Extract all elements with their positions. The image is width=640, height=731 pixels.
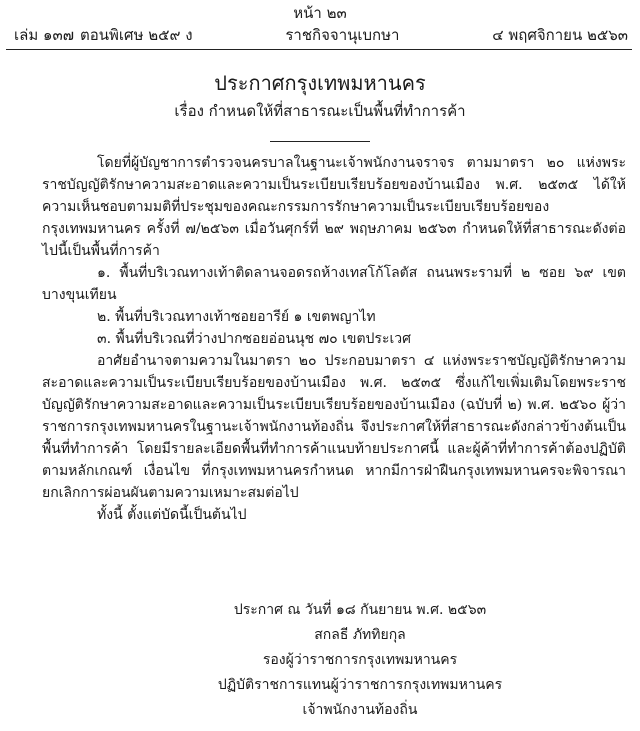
announcement-title: ประกาศกรุงเทพมหานคร	[214, 71, 426, 95]
intro-paragraph: โดยที่ผู้บัญชาการตำรวจนครบาลในฐานะเจ้าพนักงานจราจร ตามมาตรา ๒๐ แห่งพระราชบัญญัติรักษาความสะอาดและความเป็นระเบียบเรียบร้อยของบ้านเมือง พ.ศ. ๒๕๓๕ ได้ให้ความเห็นชอบตามมติที่ประชุมของคณะกรรมการรักษาความเป็นระเบียบเรียบร้อยของกรุงเทพมหานคร ครั้งที่ ๗/๒๕๖๓ เมื่อวันศุกร์ที่ ๒๙ พฤษภาคม ๒๕๖๓ กำหนดให้ที่สาธารณะดังต่อไปนี้เป็นพื้นที่การค้า	[42, 155, 626, 259]
signatory-position: รองผู้ว่าราชการกรุงเทพมหานคร	[262, 652, 458, 668]
gazette-name: ราชกิจจานุเบกษา	[285, 26, 400, 44]
signatory-acting-position: ปฏิบัติราชการแทนผู้ว่าราชการกรุงเทพมหานคร	[217, 677, 503, 693]
header-divider	[6, 49, 632, 50]
list-item-2: ๒. พื้นที่บริเวณทางเท้าซอยอารีย์ ๑ เขตพญาไท	[97, 309, 376, 325]
signature-block	[210, 598, 510, 723]
announcement-body	[42, 152, 626, 526]
signatory-name: สกลธี ภัททิยกุล	[314, 627, 406, 643]
announcement-subject: เรื่อง กำหนดให้ที่สาธารณะเป็นพื้นที่ทำการค้า	[174, 102, 466, 120]
gazette-issue-info	[14, 24, 193, 46]
announcement-date: ประกาศ ณ วันที่ ๑๘ กันยายน พ.ศ. ๒๕๖๓	[233, 602, 487, 618]
subject-divider	[270, 141, 370, 142]
effective-paragraph: ทั้งนี้ ตั้งแต่บัดนี้เป็นต้นไป	[97, 507, 247, 523]
gazette-date: ๔ พฤศจิกายน ๒๕๖๓	[492, 26, 628, 44]
section-label: ตอนพิเศษ ๒๕๙ ง	[80, 26, 193, 44]
list-item-3: ๓. พื้นที่บริเวณที่ว่างปากซอยอ่อนนุช ๗๐ เขตประเวศ	[97, 331, 412, 347]
gazette-header	[14, 24, 628, 46]
volume-label: เล่ม ๑๓๗	[14, 26, 75, 44]
page-number: หน้า ๒๓	[293, 4, 347, 22]
authority-paragraph: อาศัยอำนาจตามความในมาตรา ๒๐ ประกอบมาตรา ๔ แห่งพระราชบัญญัติรักษาความสะอาดและความเป็นระเบียบเรียบร้อยของบ้านเมือง พ.ศ. ๒๕๓๕ ซึ่งแก้ไขเพิ่มเติมโดยพระราชบัญญัติรักษาความสะอาดและความเป็นระเบียบเรียบร้อยของบ้านเมือง (ฉบับที่ ๒) พ.ศ. ๒๕๖๐ ผู้ว่าราชการกรุงเทพมหานครในฐานะเจ้าพนักงานท้องถิ่น จึงประกาศให้ที่สาธารณะดังกล่าวข้างต้นเป็นพื้นที่ทำการค้า โดยมีรายละเอียดพื้นที่ทำการค้าแนบท้ายประกาศนี้ และผู้ค้าที่ทำการค้าต้องปฏิบัติตามหลักเกณฑ์ เงื่อนไข ที่กรุงเทพมหานครกำหนด หากมีการฝ่าฝืนกรุงเทพมหานครจะพิจารณายกเลิกการผ่อนผันตามความเหมาะสมต่อไป	[42, 353, 626, 501]
list-item-1: ๑. พื้นที่บริเวณทางเท้าติดลานจอดรถห้างเทสโก้โลตัส ถนนพระรามที่ ๒ ซอย ๖๙ เขตบางขุนเทียน	[42, 265, 626, 303]
signatory-role: เจ้าพนักงานท้องถิ่น	[302, 702, 418, 718]
